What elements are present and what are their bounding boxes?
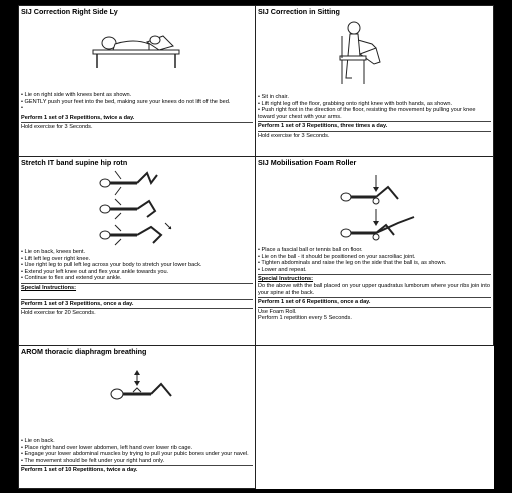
- sitting-illustration: [336, 18, 396, 88]
- foam-roller-illustration: [336, 171, 432, 245]
- exercise-sheet: [18, 5, 494, 489]
- perform-text: Perform 1 set of 6 Repetitions, once a day.: [258, 299, 371, 306]
- exercise-card-sij-foam-roller: [255, 156, 494, 346]
- perform-text: Perform 1 set of 3 Repetitions, twice a day.: [21, 114, 135, 121]
- it-band-illustration: [91, 169, 181, 247]
- instruction-item: • Continue to flex and extend your ankle.: [21, 275, 253, 282]
- instruction-item: • Extend your left knee out and flex your ankle towards you.: [21, 269, 253, 276]
- instruction-item: • Lie on the ball - it should be positioned on your sacroiliac joint.: [258, 254, 491, 261]
- exercise-card-it-band: [18, 156, 256, 346]
- exercise-card-sij-right-side: [18, 5, 256, 157]
- exercise-title: SIJ Mobilisation Foam Roller: [258, 158, 357, 167]
- special-instructions-text: Do the above with the ball placed on your upper quadratus lumborum where your ribs join into your spine at the back.: [258, 282, 490, 296]
- hold-text: Hold exercise for 3 Seconds.: [21, 124, 93, 131]
- instruction-item: • Engage your lower abdominal muscles by trying to pull your pubic bones under your navel.: [21, 451, 253, 458]
- instruction-item: • Lie on right side with knees bent as shown.: [21, 92, 253, 99]
- instruction-item: • Lift left leg over right knee.: [21, 256, 253, 263]
- instruction-item: • The movement should be felt under your right hand only.: [21, 458, 253, 465]
- instruction-item: • GENTLY push your feet into the bed, making sure your knees do not lift off the bed.: [21, 99, 253, 106]
- side-lying-illustration: [89, 28, 185, 70]
- hold-text: Hold exercise for 20 Seconds.: [21, 310, 96, 317]
- special-instructions-heading: Special Instructions:: [21, 284, 77, 291]
- instruction-item: • Lie on back.: [21, 438, 253, 445]
- instruction-item: [21, 105, 253, 112]
- special-instructions-heading: Special Instructions:: [258, 276, 314, 283]
- instruction-item: • Place right hand over lower abdomen, left hand over lower rib cage.: [21, 445, 253, 452]
- hold-text: Hold exercise for 3 Seconds.: [258, 132, 330, 139]
- instruction-item: • Lower and repeat.: [258, 267, 491, 274]
- instruction-item: • Lie on back, knees bent.: [21, 249, 253, 256]
- exercise-title: Stretch IT band supine hip rotn: [21, 158, 128, 167]
- breathing-illustration: [107, 368, 177, 410]
- exercise-card-diaphragm-breathing: [18, 345, 256, 489]
- instruction-item: • Place a fascial ball or tennis ball on floor.: [258, 247, 491, 254]
- exercise-title: SIJ Correction in Sitting: [258, 7, 340, 16]
- perform-text: Perform 1 set of 10 Repetitions, twice a day.: [21, 467, 138, 474]
- instruction-item: • Push right foot in the direction of the floor, resisting the movement by pulling your knee toward your chest with your arms.: [258, 107, 491, 120]
- exercise-title: SIJ Correction Right Side Ly: [21, 7, 118, 16]
- instruction-item: • Lift right leg off the floor, grabbing onto right knee with both hands, as shown.: [258, 101, 491, 108]
- instruction-item: • Use right leg to pull left leg across your body to stretch your lower back.: [21, 262, 253, 269]
- perform-text: Perform 1 set of 3 Repetitions, three times a day.: [258, 123, 388, 130]
- exercise-title: AROM thoracic diaphragm breathing: [21, 347, 147, 356]
- instruction-item: • Tighten abdominals and raise the leg on the side that the ball is, as shown.: [258, 260, 491, 267]
- instruction-item: • Sit in chair.: [258, 94, 491, 101]
- exercise-card-sij-sitting: [255, 5, 494, 157]
- perform-text: Perform 1 set of 3 Repetitions, once a day.: [21, 300, 134, 307]
- note-text: Perform 1 repetition every 5 Seconds.: [258, 315, 352, 322]
- note-text: Use Foam Roll.: [258, 308, 297, 315]
